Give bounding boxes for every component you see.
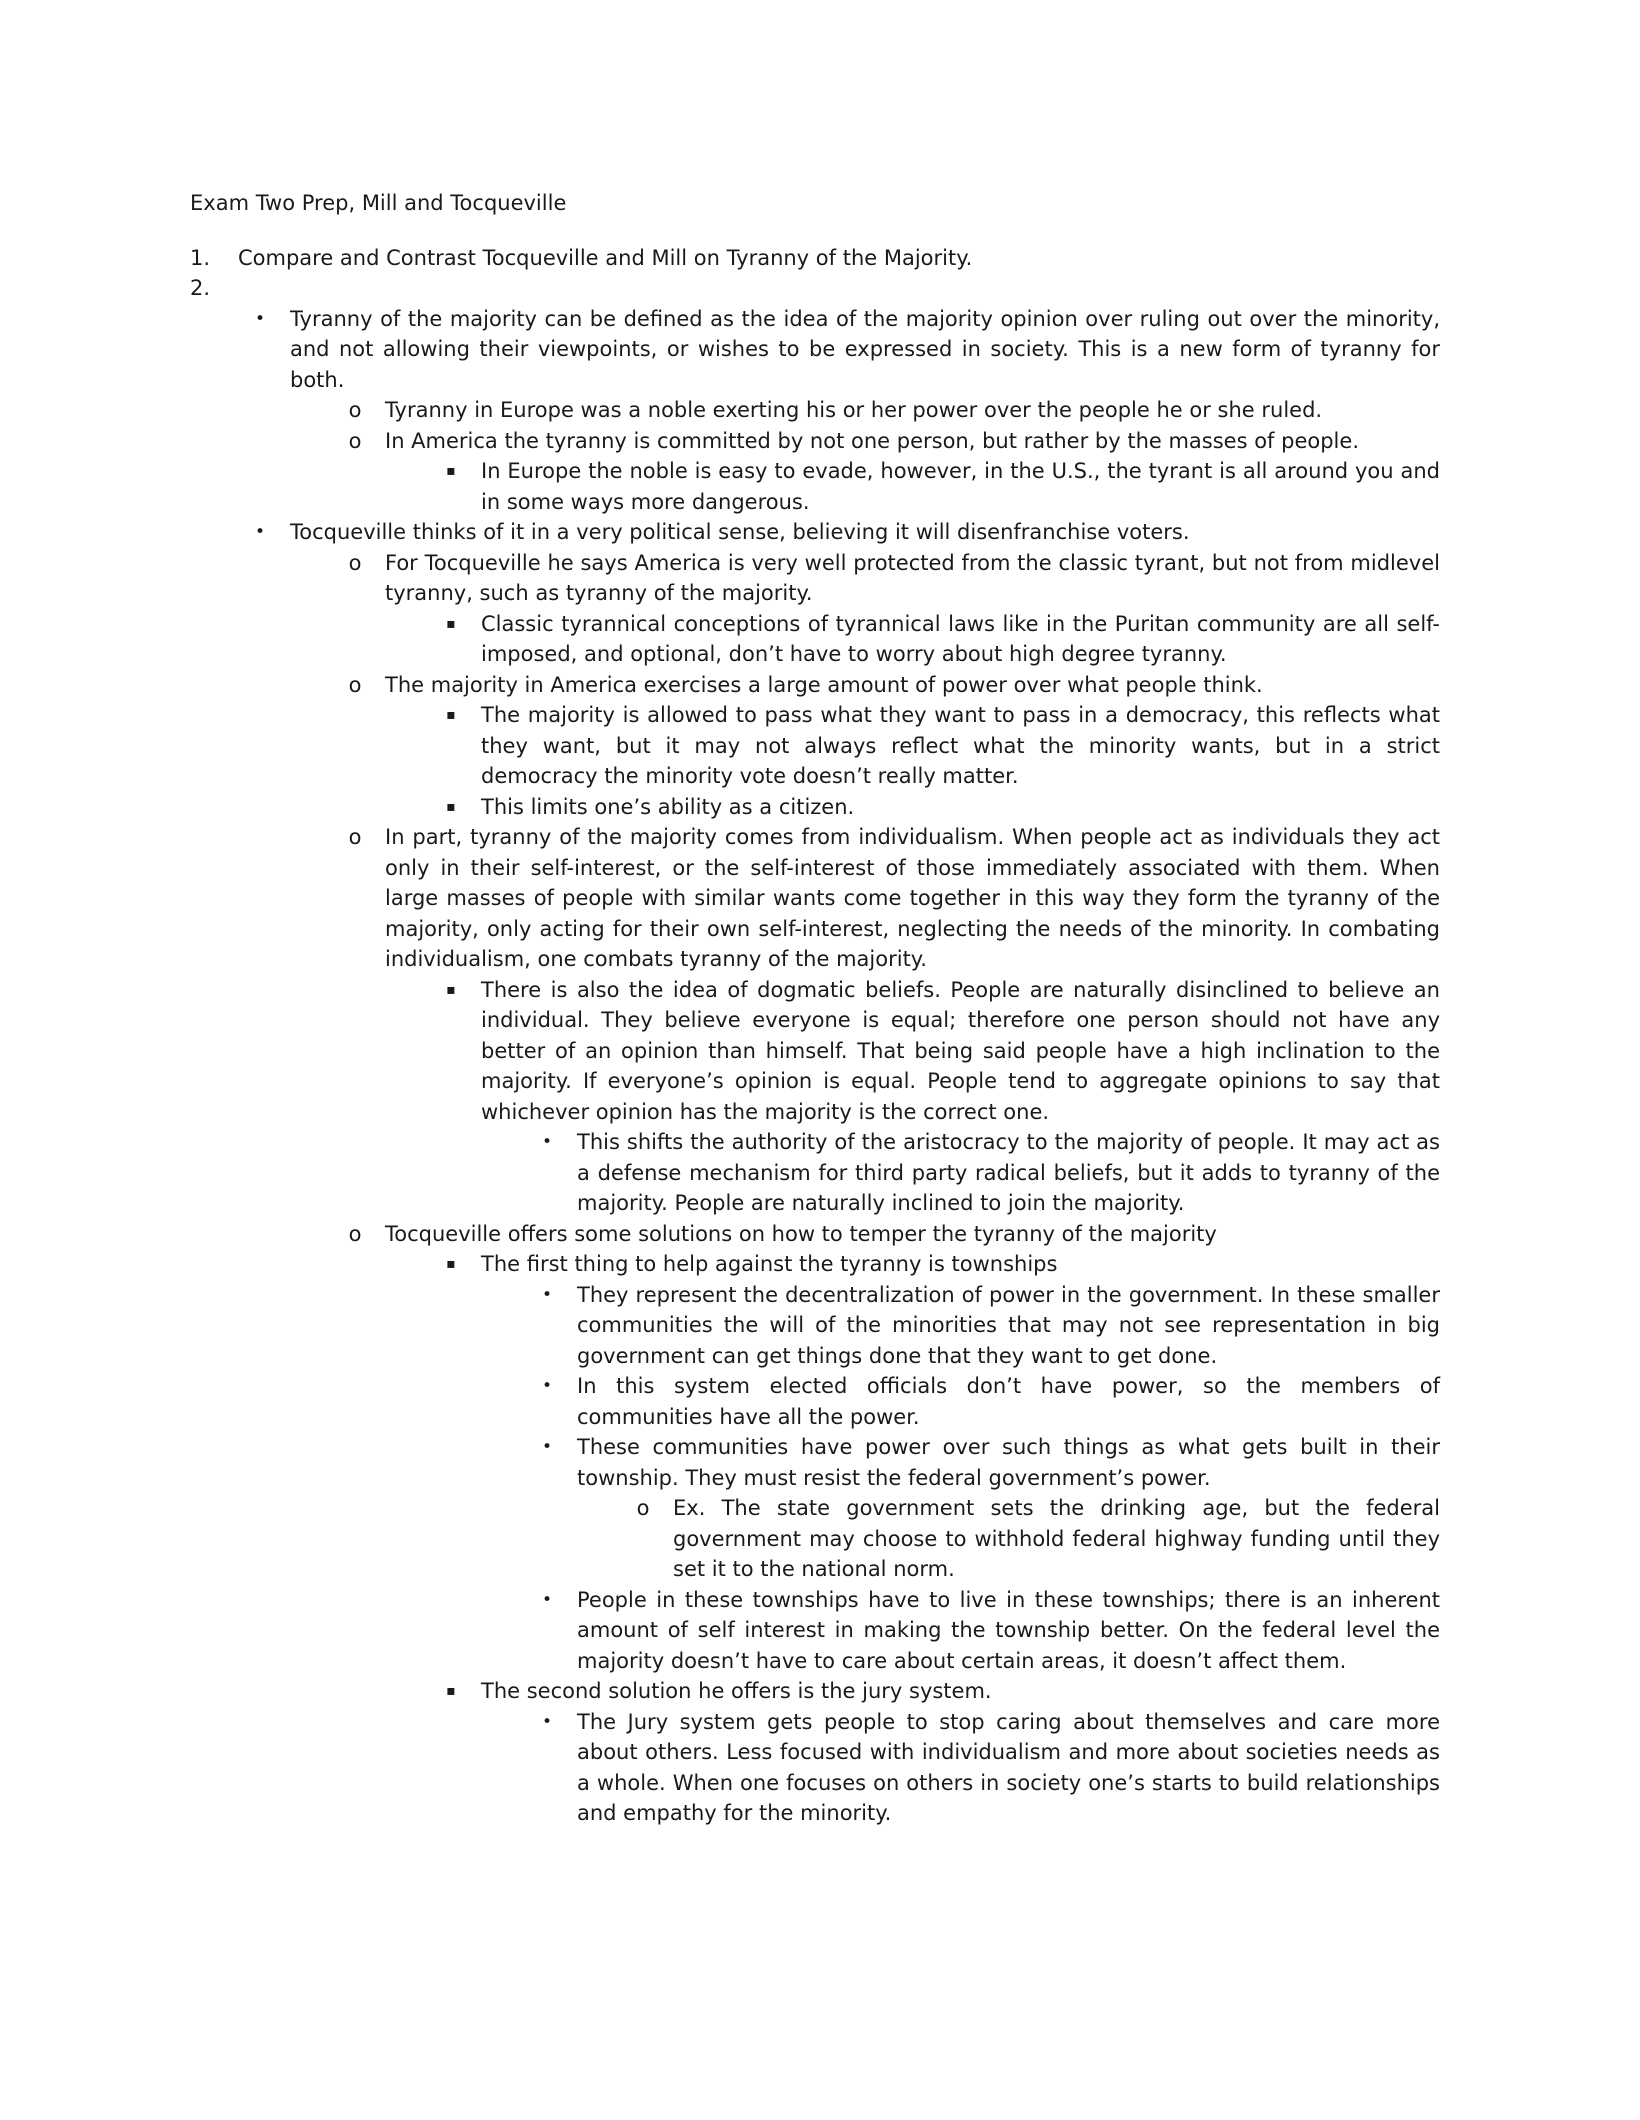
list-item [325, 426, 1440, 457]
list-item-text: The majority in America exercises a large amount of power over what people think. [385, 672, 1263, 697]
list-item [517, 1371, 1440, 1432]
list-item-text: Tyranny in Europe was a noble exerting his or her power over the people he or she ruled. [385, 398, 1323, 422]
bullet-marker: • [541, 1589, 553, 1610]
list-item [517, 1585, 1440, 1677]
list-item [517, 1707, 1440, 1829]
list-item-text: In America the tyranny is committed by not one person, but rather by the masses of people. [385, 428, 1359, 453]
bullet-marker: ▪ [446, 463, 456, 479]
bullet-marker: o [348, 428, 362, 453]
list-item [517, 1280, 1440, 1372]
list-item [230, 517, 1440, 548]
bullet-marker: • [254, 308, 266, 329]
document-body [190, 188, 1440, 1829]
list-item-text: This shifts the authority of the aristocracy to the majority of people. It may act as a defense mechanism for third party radical beliefs, but it adds to tyranny of the majority. People are naturally inclined to join the majority. [577, 1130, 1440, 1215]
bullet-marker: o [348, 398, 362, 422]
list-item [325, 822, 1440, 975]
list-item [421, 1249, 1440, 1280]
list-item-text: They represent the decentralization of power in the government. In these smaller communities the will of the minorities that may not see representation in big government can get things done that they want to get done. [577, 1282, 1440, 1368]
bullet-marker: ▪ [446, 707, 456, 723]
list-item [325, 1219, 1440, 1250]
bullet-marker: • [541, 1132, 553, 1152]
list-item-text: There is also the idea of dogmatic beliefs. People are naturally disinclined to believe an individual. They believe everyone is equal; therefore one person should not have any better of an opinion than himself. That being said people have a high inclination to the majority. If everyone’s opinion is equal. People tend to aggregate opinions to say that whichever opinion has the majority is the correct one. [481, 977, 1440, 1124]
bullet-marker: ▪ [446, 981, 456, 998]
bullet-marker: o [348, 550, 362, 575]
list-item [517, 1127, 1440, 1219]
bullet-marker: • [541, 1711, 553, 1732]
list-item-text: Classic tyrannical conceptions of tyrannical laws like in the Puritan community are all self-imposed, and optional, don’t have to worry about high degree tyranny. [481, 611, 1440, 666]
list-item-text: Tocqueville thinks of it in a very political sense, believing it will disenfranchise voters. [290, 520, 1190, 544]
bullet-marker: o [348, 1221, 362, 1246]
bullet-marker: o [636, 1496, 650, 1520]
numbered-item [190, 243, 1440, 274]
numbered-item [190, 273, 1440, 304]
bullet-marker: o [348, 825, 362, 849]
list-item-text: In this system elected officials don’t have power, so the members of communities have all the power. [577, 1374, 1440, 1429]
item-number: 1. [190, 245, 211, 270]
bullet-marker: • [541, 1437, 553, 1457]
bullet-marker: • [541, 1376, 553, 1396]
item-text: Compare and Contrast Tocqueville and Mill on Tyranny of the Majority. [238, 245, 973, 270]
list-item [421, 792, 1440, 823]
list-item-text: Ex. The state government sets the drinking age, but the federal government may choose to withhold federal highway funding until they set it to the national norm. [673, 1496, 1440, 1581]
item-number: 2. [190, 276, 211, 300]
bullet-marker: ▪ [446, 1683, 456, 1699]
list-item [613, 1493, 1440, 1585]
list-item [421, 1676, 1440, 1707]
list-item [325, 670, 1440, 701]
bullet-marker: • [254, 522, 266, 542]
list-item-text: Tyranny of the majority can be defined as the idea of the majority opinion over ruling out over the minority, and not allowing their viewpoints, or wishes to be expressed in society. This is a new form of tyranny for both. [290, 306, 1440, 392]
bullet-marker: ▪ [446, 615, 456, 632]
bullet-marker: ▪ [446, 1256, 456, 1272]
list-item-text: The second solution he offers is the jury system. [481, 1679, 992, 1703]
list-item-text: People in these townships have to live in these townships; there is an inherent amount of self interest in making the township better. On the federal level the majority doesn’t have to care about certain areas, it doesn’t affect them. [577, 1587, 1440, 1673]
list-item-text: The Jury system gets people to stop caring about themselves and care more about others. Less focused with individualism and more about societies needs as a whole. When one focuses on others in society one’s starts to build relationships and empathy for the minority. [577, 1709, 1440, 1825]
list-item-text: The majority is allowed to pass what they want to pass in a democracy, this reflects what they want, but it may not always reflect what the minority wants, but in a strict democracy the minority vote doesn’t really matter. [481, 703, 1440, 788]
list-item-text: For Tocqueville he says America is very well protected from the classic tyrant, but not from midlevel tyranny, such as tyranny of the majority. [385, 550, 1440, 605]
list-item [421, 700, 1440, 792]
list-item [325, 395, 1440, 426]
list-item-text: In Europe the noble is easy to evade, however, in the U.S., the tyrant is all around you and in some ways more dangerous. [481, 459, 1440, 514]
bullet-marker: • [541, 1284, 553, 1305]
bullet-marker: ▪ [446, 798, 456, 815]
list-item-text: The first thing to help against the tyranny is townships [481, 1252, 1058, 1276]
bullet-marker: o [348, 672, 362, 697]
list-item [421, 975, 1440, 1128]
list-item-text: This limits one’s ability as a citizen. [481, 794, 855, 819]
list-item [230, 304, 1440, 396]
list-item [325, 548, 1440, 609]
document-title: Exam Two Prep, Mill and Tocqueville [190, 191, 567, 215]
list-item-text: In part, tyranny of the majority comes from individualism. When people act as individuals they act only in their self-interest, or the self-interest of those immediately associated with them. When large masses of people with similar wants come together in this way they form the tyranny of the majority, only acting for their own self-interest, neglecting the needs of the minority. In combating individualism, one combats tyranny of the majority. [385, 825, 1440, 971]
list-item-text: Tocqueville offers some solutions on how to temper the tyranny of the majority [385, 1221, 1217, 1246]
list-item [421, 456, 1440, 517]
list-item-text: These communities have power over such things as what gets built in their township. They must resist the federal government’s power. [577, 1435, 1440, 1490]
list-item [421, 609, 1440, 670]
list-item [517, 1432, 1440, 1493]
